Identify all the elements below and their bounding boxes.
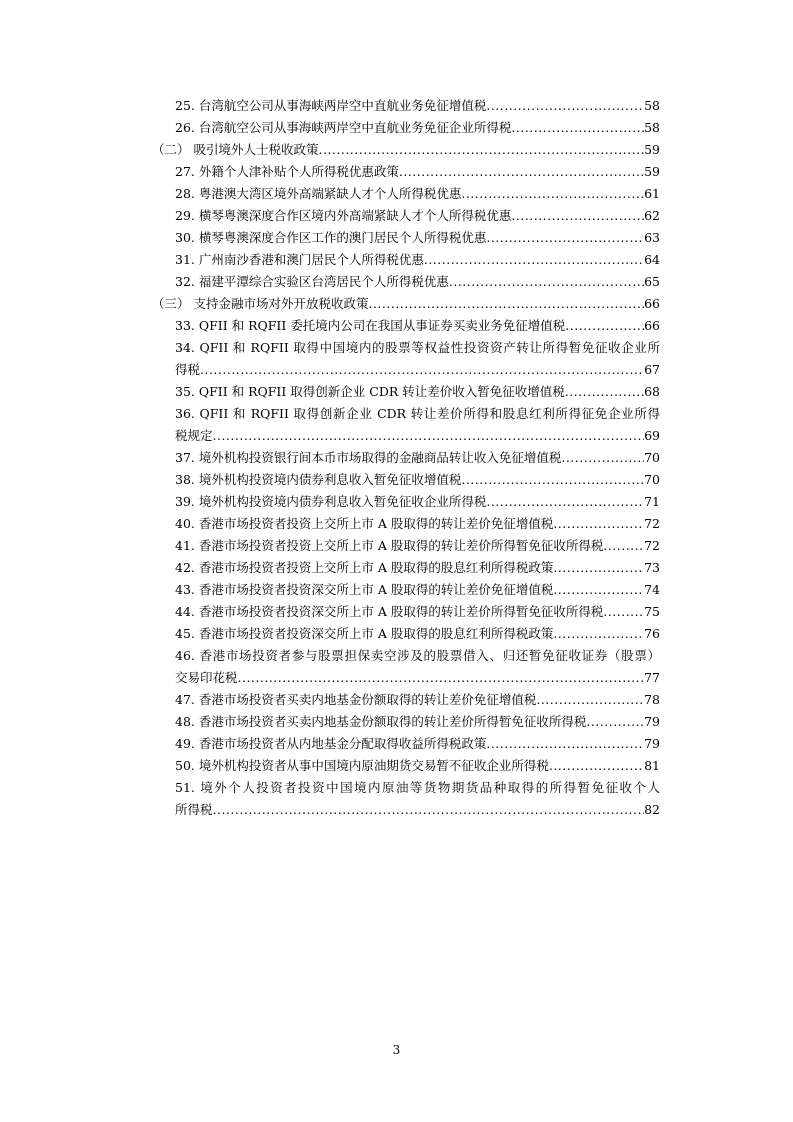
toc-page-number: 68 (644, 384, 660, 399)
toc-entry[interactable] (152, 469, 660, 491)
dot-leader (449, 271, 644, 293)
toc-entry-line (152, 293, 660, 315)
toc-entry-title: 30. 横琴粤澳深度合作区工作的澳门居民个人所得税优惠 (175, 230, 487, 245)
toc-section[interactable] (152, 293, 660, 315)
dot-leader (549, 755, 644, 777)
toc-page-number: 67 (644, 362, 660, 377)
toc-entry-title: 40. 香港市场投资者投资上交所上市 A 股取得的转让差价免征增值税 (175, 516, 554, 531)
toc-entry-line (175, 623, 660, 645)
toc-entry[interactable] (152, 249, 660, 271)
toc-entry-title: 税规定 (175, 428, 213, 443)
toc-entry-line (175, 117, 660, 139)
toc-entry-title: 28. 粤港澳大湾区境外高端紧缺人才个人所得税优惠 (175, 186, 462, 201)
toc-entry-title: 32. 福建平潭综合实验区台湾居民个人所得税优惠 (175, 274, 449, 289)
dot-leader (511, 117, 644, 139)
toc-entry-line (152, 139, 660, 161)
toc-entry[interactable] (152, 623, 660, 645)
dot-leader (553, 579, 644, 601)
toc-entry-title: 49. 香港市场投资者从内地基金分配取得收益所得税政策 (175, 736, 487, 751)
toc-entry-title: 27. 外籍个人津补贴个人所得税优惠政策 (175, 164, 399, 179)
toc-page-number: 82 (644, 802, 660, 817)
toc-entry-line (175, 733, 660, 755)
toc-page-number: 74 (644, 582, 660, 597)
toc-entry-line (175, 689, 660, 711)
toc-entry-line (175, 425, 660, 447)
toc-page-number: 73 (644, 560, 660, 575)
toc-page-number: 66 (644, 318, 660, 333)
toc-page-number: 76 (644, 626, 660, 641)
toc-entry-line (175, 95, 660, 117)
toc-entry-line (175, 557, 660, 579)
toc-entry-title-line: 51. 境外个人投资者投资中国境内原油等货物期货品种取得的所得暂免征收个人 (175, 780, 660, 795)
dot-leader (213, 799, 645, 821)
toc-entry[interactable] (152, 315, 660, 337)
dot-leader (318, 139, 644, 161)
toc-entry-title: 35. QFII 和 RQFII 取得创新企业 CDR 转让差价收入暂免征收增值税 (175, 384, 565, 399)
dot-leader (200, 359, 644, 381)
toc-entry[interactable] (152, 95, 660, 117)
toc-entry[interactable] (152, 183, 660, 205)
toc-page-number: 69 (644, 428, 660, 443)
toc-entry-title: 所得税 (175, 802, 213, 817)
dot-leader (486, 227, 644, 249)
toc-entry-title: 29. 横琴粤澳深度合作区境内外高端紧缺人才个人所得税优惠 (175, 208, 512, 223)
toc-page-number: 65 (644, 274, 660, 289)
toc-entry[interactable] (152, 205, 660, 227)
toc-page-number: 70 (644, 450, 660, 465)
toc-entry[interactable] (152, 755, 660, 777)
toc-page-number: 79 (644, 714, 660, 729)
toc-entry-title: （三） 支持金融市场对外开放税收政策 (152, 296, 369, 311)
toc-entry-title-line: 36. QFII 和 RQFII 取得创新企业 CDR 转让差价所得和股息红利所得征免企业所得 (175, 406, 660, 421)
toc-page-number: 70 (644, 472, 660, 487)
toc-entry[interactable] (152, 227, 660, 249)
toc-entry-title: 39. 境外机构投资境内债券利息收入暂免征收企业所得税 (175, 494, 487, 509)
toc-entry-line (175, 447, 660, 469)
toc-entry-line (175, 359, 660, 381)
dot-leader (424, 249, 644, 271)
toc-entry-line (175, 381, 660, 403)
toc-entry-line (175, 755, 660, 777)
dot-leader (553, 513, 644, 535)
toc-entry[interactable] (152, 579, 660, 601)
toc-entry-line (175, 535, 660, 557)
toc-entry-title: 44. 香港市场投资者投资深交所上市 A 股取得的转让差价所得暂免征收所得税 (175, 604, 604, 619)
toc-page-number: 72 (644, 516, 660, 531)
toc-section[interactable] (152, 139, 660, 161)
toc-entry-line (175, 205, 660, 227)
toc-entry-title: 41. 香港市场投资者投资上交所上市 A 股取得的转让差价所得暂免征收所得税 (175, 538, 604, 553)
toc-entry-line (175, 491, 660, 513)
toc-entry[interactable] (152, 711, 660, 733)
toc-entry-line (175, 711, 660, 733)
toc-entry-title: 得税 (175, 362, 201, 377)
toc-page-number: 59 (644, 142, 660, 157)
toc-entry[interactable] (152, 513, 660, 535)
toc-entry[interactable] (152, 733, 660, 755)
toc-entry-line (175, 601, 660, 623)
toc-entry[interactable] (152, 535, 660, 557)
toc-entry-title: 42. 香港市场投资者投资上交所上市 A 股取得的股息红利所得税政策 (175, 560, 554, 575)
toc-page-number: 58 (644, 120, 660, 135)
dot-leader (238, 667, 645, 689)
toc-page-number: 61 (644, 186, 660, 201)
toc-entry-line (175, 667, 660, 689)
toc-entry-title-line: 34. QFII 和 RQFII 取得中国境内的股票等权益性投资资产转让所得暂免征收企业所 (175, 340, 660, 355)
dot-leader (536, 689, 644, 711)
toc-entry-line (175, 513, 660, 535)
dot-leader (603, 601, 644, 623)
toc-page-number: 59 (644, 164, 660, 179)
dot-leader (399, 161, 644, 183)
toc-page-number: 58 (644, 98, 660, 113)
toc-entry-line (175, 315, 660, 337)
toc-entry-line (175, 161, 660, 183)
dot-leader (461, 183, 644, 205)
toc-entry-title: 33. QFII 和 RQFII 委托境内公司在我国从事证券买卖业务免征增值税 (175, 318, 566, 333)
dot-leader (565, 381, 644, 403)
toc-entry[interactable] (152, 337, 660, 381)
toc-entry[interactable] (152, 491, 660, 513)
dot-leader (565, 315, 644, 337)
toc-entry[interactable] (152, 403, 660, 447)
toc-entry[interactable] (152, 117, 660, 139)
toc-entry[interactable] (152, 601, 660, 623)
toc-entry[interactable] (152, 777, 660, 821)
toc-entry[interactable] (152, 381, 660, 403)
toc-entry-title: 50. 境外机构投资者从事中国境内原油期货交易暂不征收企业所得税 (175, 758, 549, 773)
toc-page-number: 81 (644, 758, 660, 773)
dot-leader (586, 711, 644, 733)
toc-entry-line (175, 271, 660, 293)
toc-page-number: 75 (644, 604, 660, 619)
toc-entry-title: 31. 广州南沙香港和澳门居民个人所得税优惠 (175, 252, 424, 267)
dot-leader (213, 425, 645, 447)
toc-page-number: 62 (644, 208, 660, 223)
table-of-contents (152, 95, 660, 821)
toc-page-number: 66 (644, 296, 660, 311)
toc-page-number: 71 (644, 494, 660, 509)
toc-entry-line (175, 183, 660, 205)
toc-entry-title: 交易印花税 (175, 670, 238, 685)
toc-entry-title: 47. 香港市场投资者买卖内地基金份额取得的转让差价免征增值税 (175, 692, 537, 707)
toc-entry-title: 37. 境外机构投资银行间本币市场取得的金融商品转让收入免征增值税 (175, 450, 562, 465)
toc-page-number: 64 (644, 252, 660, 267)
toc-page-number: 63 (644, 230, 660, 245)
toc-entry[interactable] (152, 161, 660, 183)
toc-entry[interactable] (152, 557, 660, 579)
toc-page-number: 72 (644, 538, 660, 553)
toc-entry[interactable] (152, 271, 660, 293)
dot-leader (561, 447, 644, 469)
toc-entry-title: 38. 境外机构投资境内债券利息收入暂免征收增值税 (175, 472, 462, 487)
toc-entry-title: （二） 吸引境外人士税收政策 (152, 142, 319, 157)
toc-entry-title: 45. 香港市场投资者投资深交所上市 A 股取得的股息红利所得税政策 (175, 626, 554, 641)
toc-page-number: 77 (644, 670, 660, 685)
toc-page-number: 78 (644, 692, 660, 707)
dot-leader (511, 205, 644, 227)
dot-leader (553, 557, 644, 579)
toc-entry-title: 43. 香港市场投资者投资深交所上市 A 股取得的转让差价免征增值税 (175, 582, 554, 597)
dot-leader (553, 623, 644, 645)
toc-entry-title: 25. 台湾航空公司从事海峡两岸空中直航业务免征增值税 (175, 98, 487, 113)
dot-leader (486, 95, 644, 117)
toc-entry-line (175, 579, 660, 601)
dot-leader (486, 491, 644, 513)
page-number: 3 (392, 1043, 401, 1057)
dot-leader (368, 293, 644, 315)
toc-entry-title: 48. 香港市场投资者买卖内地基金份额取得的转让差价所得暂免征收所得税 (175, 714, 587, 729)
toc-entry-line (175, 227, 660, 249)
toc-entry[interactable] (152, 689, 660, 711)
toc-entry-line (175, 249, 660, 271)
toc-page-number: 79 (644, 736, 660, 751)
dot-leader (603, 535, 644, 557)
dot-leader (461, 469, 644, 491)
toc-entry-line (175, 469, 660, 491)
toc-entry-title: 26. 台湾航空公司从事海峡两岸空中直航业务免征企业所得税 (175, 120, 512, 135)
toc-entry-title-line: 46. 香港市场投资者参与股票担保卖空涉及的股票借入、归还暂免征收证券（股票） (175, 648, 660, 663)
toc-entry[interactable] (152, 447, 660, 469)
toc-entry-line (175, 799, 660, 821)
toc-entry[interactable] (152, 645, 660, 689)
dot-leader (486, 733, 644, 755)
